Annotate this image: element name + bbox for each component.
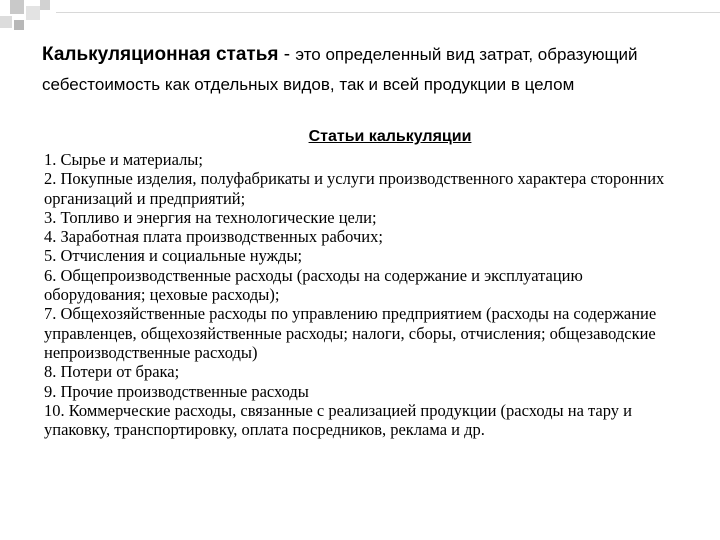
- cost-items-list: [44, 150, 684, 439]
- decorative-square: [14, 20, 24, 30]
- definition-heading: [42, 40, 692, 100]
- list-item: 2. Покупные изделия, полуфабрикаты и услуги производственного характера сторонних организаций и предприятий;: [44, 169, 665, 208]
- list-item: 4. Заработная плата производственных рабочих;: [44, 227, 383, 247]
- term-separator: -: [278, 44, 296, 65]
- decorative-square: [26, 6, 40, 20]
- list-item: 5. Отчисления и социальные нужды;: [44, 246, 303, 266]
- list-item: 10. Коммерческие расходы, связанные с реализацией продукции (расходы на тару и упаковку, транспортировку, оплата посредников, реклама и др.: [44, 400, 632, 440]
- decorative-square: [0, 16, 12, 28]
- list-item: 1. Сырье и материалы;: [44, 150, 203, 169]
- top-divider-line: [56, 12, 720, 13]
- list-item: 3. Топливо и энергия на технологические цели;: [44, 207, 377, 227]
- term-definition: это определенный вид затрат, образующий себестоимость как отдельных видов, так и всей продукции в целом: [42, 45, 638, 94]
- corner-decoration: [0, 0, 60, 40]
- decorative-square: [40, 0, 50, 10]
- list-item: 8. Потери от брака;: [44, 362, 180, 382]
- list-item: 6. Общепроизводственные расходы (расходы на содержание и эксплуатацию оборудования; цеховые расходы);: [44, 265, 583, 305]
- list-item: 9. Прочие производственные расходы: [44, 381, 309, 401]
- term: Калькуляционная статья: [42, 44, 279, 65]
- decorative-square: [10, 0, 24, 14]
- section-title: Статьи калькуляции: [308, 128, 472, 145]
- list-item: 7. Общехозяйственные расходы по управлению предприятием (расходы на содержание управленцев, общехозяйственные расходы; налоги, сборы, отчисления; общезаводские непроизводственные расходы): [44, 304, 657, 362]
